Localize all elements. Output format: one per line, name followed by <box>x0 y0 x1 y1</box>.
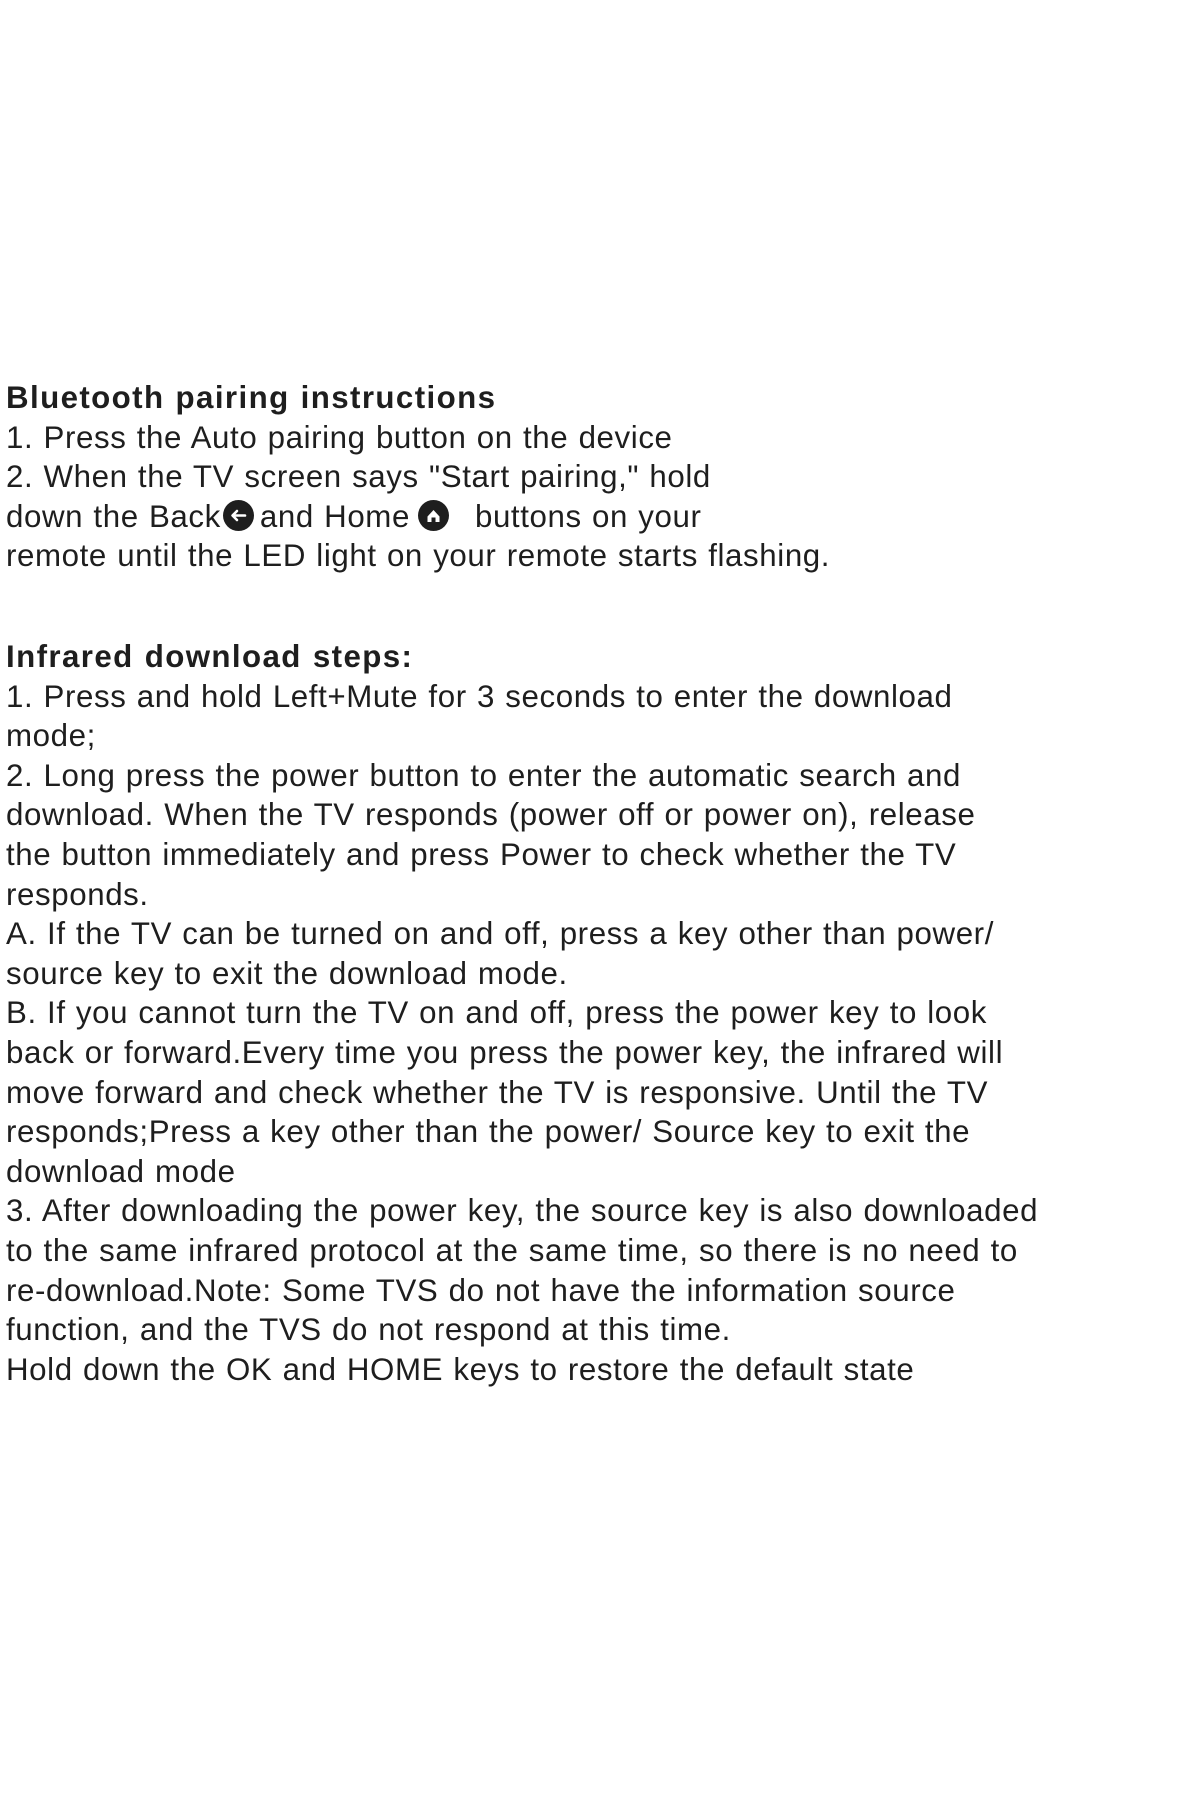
infrared-line: move forward and check whether the TV is responsive. Until the TV <box>6 1074 989 1110</box>
infrared-section <box>6 637 1196 1389</box>
infrared-line: re-download.Note: Some TVS do not have the information source <box>6 1272 956 1308</box>
infrared-line: the button immediately and press Power to check whether the TV <box>6 836 957 872</box>
infrared-line: responds. <box>6 876 149 912</box>
infrared-line: B. If you cannot turn the TV on and off, press the power key to look <box>6 995 988 1031</box>
bluetooth-step-2-text-b: and Home <box>259 498 410 534</box>
bluetooth-step-2-text-c: buttons on your <box>474 498 702 534</box>
infrared-line: download. When the TV responds (power off or power on), release <box>6 797 976 833</box>
back-icon <box>223 500 254 531</box>
bluetooth-step-2-line-1: 2. When the TV screen says "Start pairing," hold <box>6 459 711 495</box>
infrared-line: mode; <box>6 718 96 754</box>
infrared-line: 3. After downloading the power key, the source key is also downloaded <box>6 1193 1039 1229</box>
infrared-line: source key to exit the download mode. <box>6 955 568 991</box>
infrared-line: responds;Press a key other than the power/ Source key to exit the <box>6 1114 971 1150</box>
infrared-line: Hold down the OK and HOME keys to restore the default state <box>6 1351 915 1387</box>
infrared-heading: Infrared download steps: <box>6 639 414 674</box>
bluetooth-step-1: 1. Press the Auto pairing button on the device <box>6 419 673 455</box>
infrared-line: 2. Long press the power button to enter the automatic search and <box>6 757 961 793</box>
infrared-line: back or forward.Every time you press the power key, the infrared will <box>6 1034 1004 1070</box>
bluetooth-step-2-line-2 <box>6 497 1196 537</box>
bluetooth-step-2-text-a: down the Back <box>6 498 221 534</box>
infrared-line: function, and the TVS do not respond at this time. <box>6 1312 731 1348</box>
infrared-line: A. If the TV can be turned on and off, press a key other than power/ <box>6 916 994 952</box>
bluetooth-step-2-line-3: remote until the LED light on your remote starts flashing. <box>6 538 831 574</box>
bluetooth-section <box>6 378 1196 576</box>
infrared-line: to the same infrared protocol at the same time, so there is no need to <box>6 1232 1018 1268</box>
bluetooth-heading: Bluetooth pairing instructions <box>6 380 497 415</box>
infrared-line: download mode <box>6 1153 236 1189</box>
home-icon <box>418 500 449 531</box>
infrared-line: 1. Press and hold Left+Mute for 3 seconds to enter the download <box>6 678 953 714</box>
